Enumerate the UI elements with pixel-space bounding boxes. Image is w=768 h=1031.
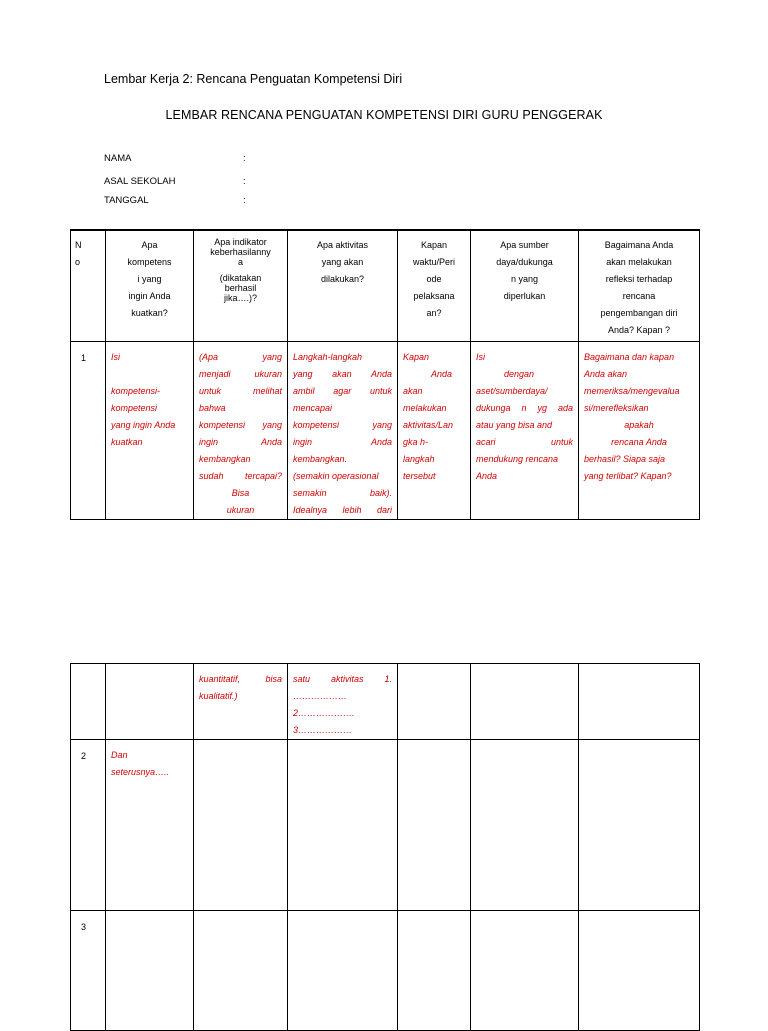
table-row	[71, 740, 700, 911]
header-indicator: Apa indikator keberhasilanny a (dikatakan berhasil jika….)?	[194, 230, 288, 341]
row-2-competency: Dan seterusnya…..	[106, 740, 194, 911]
row-1-competency: Isi kompetensi- kompetensi yang ingin Anda kuatkan	[106, 341, 194, 519]
header-row	[71, 230, 700, 341]
name-label: NAMA	[104, 153, 132, 164]
row-2-activities	[288, 740, 398, 911]
row-1-cont-when	[398, 664, 471, 740]
plan-table	[70, 229, 700, 520]
row-3-when	[398, 911, 471, 1031]
header-competency: Apa kompetens i yang ingin Anda kuatkan?	[106, 230, 194, 341]
table-row	[71, 664, 700, 740]
table-row	[71, 341, 700, 519]
row-1-cont-resources	[471, 664, 579, 740]
row-2-reflection	[579, 740, 700, 911]
row-3-resources	[471, 911, 579, 1031]
row-1-indicator: (Apa yang menjadi ukuran untuk melihat bahwa kompetensi yang ingin Anda kembangkan sudah tercapai? Bisa ukuran	[194, 341, 288, 519]
row-3-activities	[288, 911, 398, 1031]
row-1-cont-indicator: kuantitatif, bisa kualitatif.)	[194, 664, 288, 740]
row-3-indicator	[194, 911, 288, 1031]
header-when: Kapan waktu/Peri ode pelaksana an?	[398, 230, 471, 341]
row-1-when: Kapan Anda akan melakukan aktivitas/Lan gka h- langkah tersebut	[398, 341, 471, 519]
row-2-resources	[471, 740, 579, 911]
row-2-number: 2	[71, 740, 106, 911]
row-3-competency	[106, 911, 194, 1031]
header-activities: Apa aktivitas yang akan dilakukan?	[288, 230, 398, 341]
row-1-cont-competency	[106, 664, 194, 740]
row-1-number: 1	[71, 341, 106, 519]
row-1-cont-number	[71, 664, 106, 740]
row-3-reflection	[579, 911, 700, 1031]
table-row	[71, 911, 700, 1031]
main-title: LEMBAR RENCANA PENGUATAN KOMPETENSI DIRI GURU PENGGERAK	[165, 108, 603, 122]
name-colon: :	[243, 153, 246, 164]
row-1-resources: Isi dengan aset/sumberdaya/ dukunga n yg ada atau yang bisa and acari untuk mendukung rencana Anda	[471, 341, 579, 519]
row-1-reflection: Bagaimana dan kapan Anda akan memeriksa/mengevalua si/merefleksikan apakah rencana Anda berhasil? Siapa saja yang terlibat? Kapan?	[579, 341, 700, 519]
header-resources: Apa sumber daya/dukunga n yang diperlukan	[471, 230, 579, 341]
row-1-cont-reflection	[579, 664, 700, 740]
school-colon: :	[243, 176, 246, 187]
plan-table-continued	[70, 663, 700, 1031]
row-3-number: 3	[71, 911, 106, 1031]
row-2-indicator	[194, 740, 288, 911]
header-no: N o	[71, 230, 106, 341]
worksheet-title: Lembar Kerja 2: Rencana Penguatan Kompetensi Diri	[104, 72, 403, 86]
row-2-when	[398, 740, 471, 911]
school-label: ASAL SEKOLAH	[104, 176, 176, 187]
header-reflection: Bagaimana Anda akan melakukan refleksi terhadap rencana pengembangan diri Anda? Kapan ?	[579, 230, 700, 341]
row-1-activities: Langkah-langkah yang akan Anda ambil agar untuk mencapai kompetensi yang ingin Anda kembangkan. (semakin operasional semakin baik). Idealnya lebih dari	[288, 341, 398, 519]
date-label: TANGGAL	[104, 195, 149, 206]
row-1-cont-activities: satu aktivitas 1. ……………… 2………………. 3………………	[288, 664, 398, 740]
date-colon: :	[243, 195, 246, 206]
